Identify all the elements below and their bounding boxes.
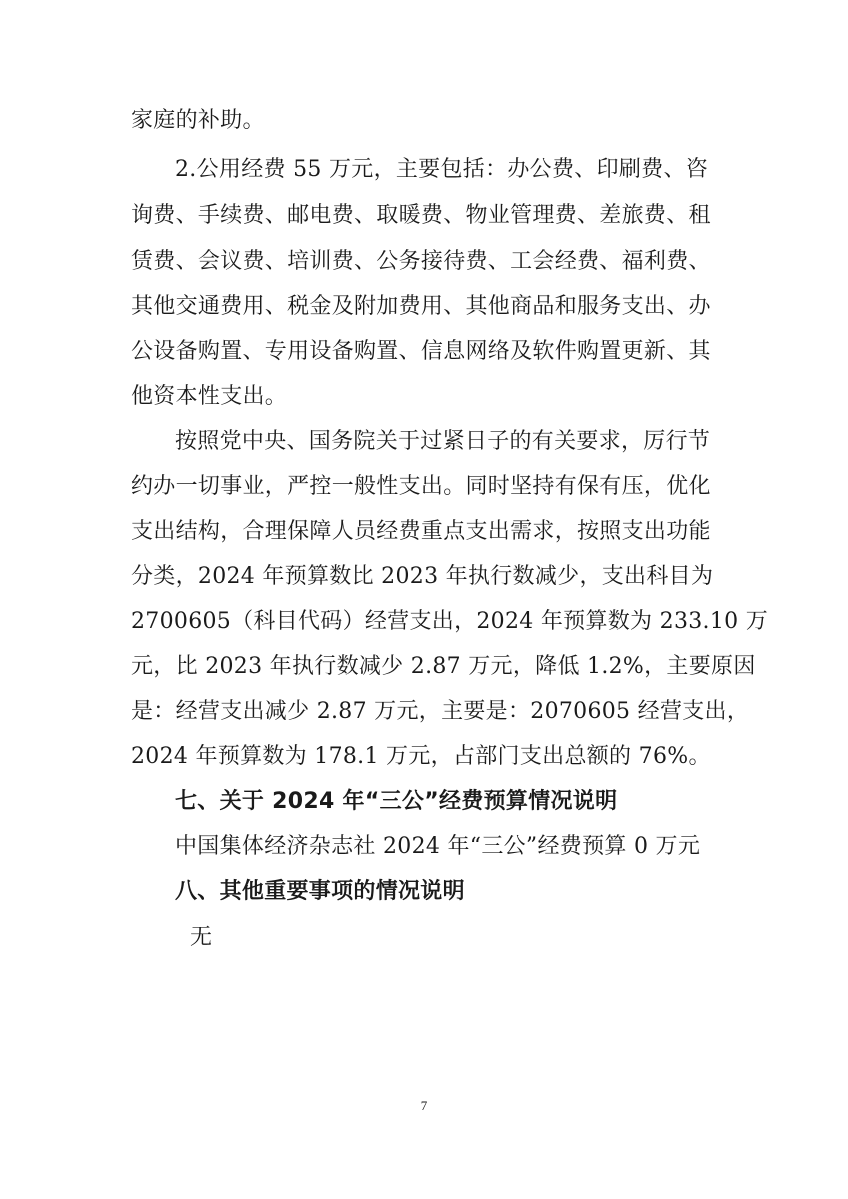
section-heading: 八、其他重要事项的情况说明 <box>175 879 465 904</box>
paragraph-line: 其他交通费用、税金及附加费用、其他商品和服务支出、办 <box>131 294 711 319</box>
paragraph-line: 2700605（科目代码）经营支出，2024 年预算数为 233.10 万 <box>131 609 769 634</box>
paragraph-line: 他资本性支出。 <box>131 384 288 409</box>
paragraph-line: 中国集体经济杂志社 2024 年“三公”经费预算 0 万元 <box>175 834 701 859</box>
paragraph-line: 2.公用经费 55 万元，主要包括：办公费、印刷费、咨 <box>175 157 709 182</box>
paragraph-line: 家庭的补助。 <box>131 108 265 133</box>
paragraph-line: 支出结构，合理保障人员经费重点支出需求，按照支出功能 <box>131 519 711 544</box>
paragraph-line: 询费、手续费、邮电费、取暖费、物业管理费、差旅费、租 <box>131 203 711 228</box>
paragraph-line: 公设备购置、专用设备购置、信息网络及软件购置更新、其 <box>131 339 711 364</box>
paragraph-line: 约办一切事业，严控一般性支出。同时坚持有保有压，优化 <box>131 474 711 499</box>
paragraph-line: 分类，2024 年预算数比 2023 年执行数减少，支出科目为 <box>131 564 714 589</box>
paragraph-line: 元，比 2023 年执行数减少 2.87 万元，降低 1.2%，主要原因 <box>131 654 756 679</box>
paragraph-line: 2024 年预算数为 178.1 万元，占部门支出总额的 76%。 <box>131 744 711 769</box>
paragraph-line: 按照党中央、国务院关于过紧日子的有关要求，厉行节 <box>175 429 711 454</box>
section-heading: 七、关于 2024 年“三公”经费预算情况说明 <box>175 789 618 814</box>
paragraph-line: 赁费、会议费、培训费、公务接待费、工会经费、福利费、 <box>131 249 711 274</box>
paragraph-line: 无 <box>190 925 213 950</box>
paragraph-line: 是：经营支出减少 2.87 万元，主要是：2070605 经营支出， <box>131 699 750 724</box>
page-number: 7 <box>420 1098 428 1113</box>
